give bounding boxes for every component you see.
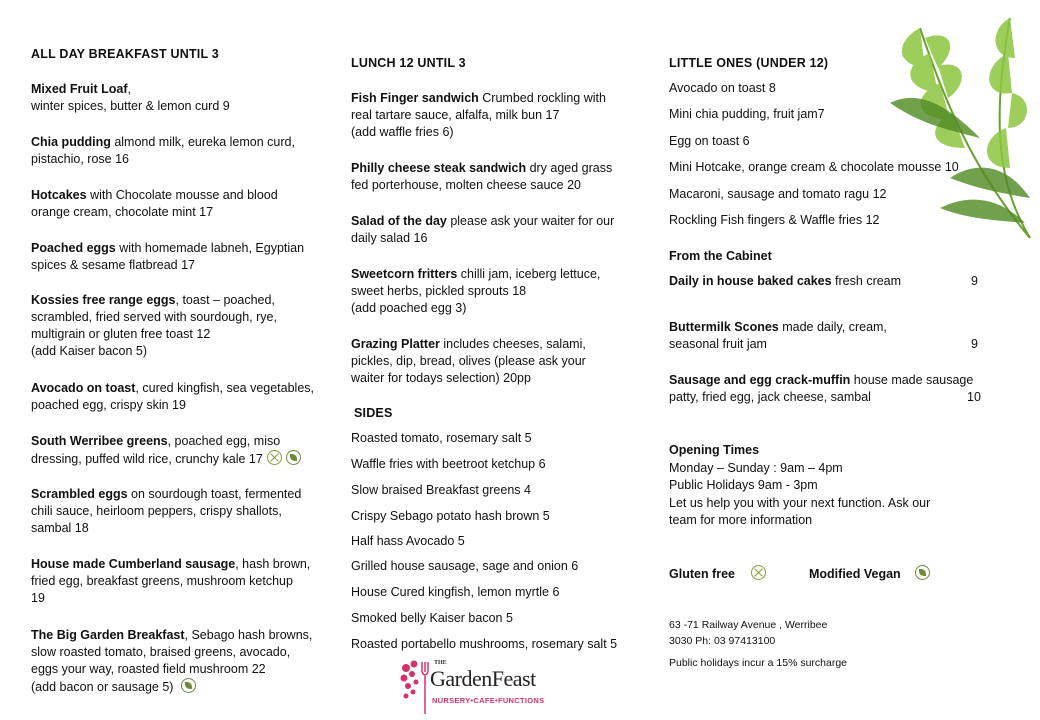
item-desc: dry aged grass <box>526 161 613 175</box>
kids-item: Mini Hotcake, orange cream & chocolate mousse 10 <box>669 160 959 174</box>
legend-label: Gluten free <box>669 567 735 581</box>
legend-gluten-free <box>669 565 766 583</box>
opening-heading: Opening Times <box>669 443 760 457</box>
item-price: 10 <box>967 390 981 404</box>
menu-item <box>351 213 614 247</box>
item-name: Scrambled eggs <box>31 487 128 501</box>
item-name: Grazing Platter <box>351 337 440 351</box>
item-desc: daily salad 16 <box>351 231 428 245</box>
side-item: Smoked belly Kaiser bacon 5 <box>351 611 513 625</box>
item-desc: (add waffle fries 6) <box>351 125 454 139</box>
item-name: Mixed Fruit Loaf <box>31 82 128 96</box>
item-desc: , Sebago hash browns, <box>184 628 313 642</box>
legend-label: Modified Vegan <box>809 567 901 581</box>
item-desc: fried egg, breakfast greens, mushroom ketchup <box>31 574 293 588</box>
item-name: Avocado on toast <box>31 381 136 395</box>
side-item: Waffle fries with beetroot ketchup 6 <box>351 457 546 471</box>
item-desc: winter spices, butter & lemon curd 9 <box>31 99 230 113</box>
item-desc: made daily, cream, <box>778 320 887 334</box>
logo-tagline: NURSERY•CAFE•FUNCTIONS <box>432 696 545 705</box>
item-desc: on sourdough toast, fermented <box>127 487 302 501</box>
legend-modified-vegan <box>809 565 930 583</box>
item-desc: patty, fried egg, jack cheese, sambal <box>669 390 871 404</box>
item-desc: pickles, dip, bread, olives (please ask your <box>351 354 586 368</box>
lunch-heading: LUNCH 12 UNTIL 3 <box>351 56 466 70</box>
side-item: Roasted tomato, rosemary salt 5 <box>351 431 532 445</box>
breakfast-heading: ALL DAY BREAKFAST UNTIL 3 <box>31 47 219 61</box>
kids-item: Macaroni, sausage and tomato ragu 12 <box>669 187 887 201</box>
menu-item <box>31 556 310 607</box>
side-item: Slow braised Breakfast greens 4 <box>351 483 531 497</box>
item-desc: dressing, puffed wild rice, crunchy kale 17 <box>31 452 263 466</box>
item-desc: waiter for todays selection) 20pp <box>351 371 531 385</box>
menu-item <box>31 134 295 168</box>
item-name: Hotcakes <box>31 188 87 202</box>
surcharge-note: Public holidays incur a 15% surcharge <box>669 657 848 669</box>
opening-line: team for more information <box>669 513 813 527</box>
side-item: Half hass Avocado 5 <box>351 534 465 548</box>
cabinet-heading: From the Cabinet <box>669 249 772 263</box>
gluten-free-icon <box>267 450 282 465</box>
item-desc: (add bacon or sausage 5) <box>31 680 174 694</box>
menu-item <box>31 292 277 360</box>
item-name: Sweetcorn fritters <box>351 267 458 281</box>
gluten-free-icon <box>751 565 766 580</box>
menu-item <box>31 187 278 221</box>
item-desc: pistachio, rose 16 <box>31 152 129 166</box>
side-item: Grilled house sausage, sage and onion 6 <box>351 559 579 573</box>
item-desc: , <box>127 82 132 96</box>
item-desc: sweet herbs, pickled sprouts 18 <box>351 284 527 298</box>
item-desc: seasonal fruit jam <box>669 337 767 351</box>
item-name: Philly cheese steak sandwich <box>351 161 527 175</box>
item-desc: includes cheeses, salami, <box>439 337 586 351</box>
item-price: 9 <box>971 337 978 351</box>
item-desc: chilli jam, iceberg lettuce, <box>457 267 601 281</box>
menu-item <box>31 486 301 537</box>
item-name: Kossies free range eggs <box>31 293 176 307</box>
side-item: House Cured kingfish, lemon myrtle 6 <box>351 585 560 599</box>
vegan-leaf-icon <box>286 450 301 465</box>
item-desc: fed porterhouse, molten cheese sauce 20 <box>351 178 582 192</box>
item-name: Sausage and egg crack-muffin <box>669 373 851 387</box>
item-name: Buttermilk Scones <box>669 320 779 334</box>
item-desc: with homemade labneh, Egyptian <box>115 241 305 255</box>
menu-item <box>31 240 304 274</box>
logo-name: GardenFeast <box>430 666 536 691</box>
item-desc: spices & sesame flatbread 17 <box>31 258 195 272</box>
item-desc: (add poached egg 3) <box>351 301 467 315</box>
item-desc: house made sausage <box>850 373 974 387</box>
item-desc: scrambled, fried served with sourdough, rye, <box>31 310 277 324</box>
item-desc: almond milk, eureka lemon curd, <box>110 135 295 149</box>
garden-feast-logo <box>398 658 558 716</box>
side-item: Crispy Sebago potato hash brown 5 <box>351 509 550 523</box>
item-name: Daily in house baked cakes <box>669 274 832 288</box>
menu-item <box>351 160 612 194</box>
item-name: House made Cumberland sausage <box>31 557 236 571</box>
item-desc: please ask your waiter for our <box>446 214 615 228</box>
little-ones-heading: LITTLE ONES (UNDER 12) <box>669 56 829 70</box>
item-name: Fish Finger sandwich <box>351 91 479 105</box>
item-desc: , cured kingfish, sea vegetables, <box>135 381 314 395</box>
menu-item <box>669 319 887 353</box>
menu-item <box>31 433 301 468</box>
menu-item <box>31 81 230 115</box>
item-desc: fresh cream <box>831 274 902 288</box>
item-desc: (add Kaiser bacon 5) <box>31 344 148 358</box>
item-desc: chili sauce, heirloom peppers, crispy shallots, <box>31 504 282 518</box>
menu-item <box>351 266 600 317</box>
opening-line: Let us help you with your next function. Ask our <box>669 496 931 510</box>
sides-heading: SIDES <box>354 406 393 420</box>
item-desc: 19 <box>31 591 45 605</box>
menu-item <box>31 627 312 696</box>
item-desc: eggs your way, roasted field mushroom 22 <box>31 662 266 676</box>
item-desc: Crumbed rockling with <box>478 91 606 105</box>
item-name: Chia pudding <box>31 135 111 149</box>
item-desc: with Chocolate mousse and blood <box>86 188 278 202</box>
item-name: The Big Garden Breakfast <box>31 628 185 642</box>
vegan-leaf-icon <box>181 678 196 693</box>
kids-item: Egg on toast 6 <box>669 134 750 148</box>
item-desc: multigrain or gluten free toast 12 <box>31 327 211 341</box>
item-desc: sambal 18 <box>31 521 89 535</box>
vegan-leaf-icon <box>915 565 930 580</box>
address-phone: 3030 Ph: 03 97413100 <box>669 635 776 647</box>
item-desc: poached egg, crispy skin 19 <box>31 398 186 412</box>
opening-line: Monday – Sunday : 9am – 4pm <box>669 461 843 475</box>
fork-flower-icon <box>398 658 432 716</box>
logo-the: THE <box>434 660 447 666</box>
kids-item: Avocado on toast 8 <box>669 81 776 95</box>
side-item: Roasted portabello mushrooms, rosemary salt 5 <box>351 637 618 651</box>
opening-line: Public Holidays 9am - 3pm <box>669 478 818 492</box>
item-name: Salad of the day <box>351 214 447 228</box>
item-desc: orange cream, chocolate mint 17 <box>31 205 214 219</box>
item-desc: real tartare sauce, alfalfa, milk bun 17 <box>351 108 560 122</box>
address-line: 63 -71 Railway Avenue , Werribee <box>669 619 828 631</box>
menu-item <box>669 273 901 290</box>
kids-item: Mini chia pudding, fruit jam7 <box>669 107 825 121</box>
menu-item <box>669 372 973 406</box>
item-price: 9 <box>971 274 978 288</box>
item-desc: slow roasted tomato, braised greens, avocado, <box>31 645 291 659</box>
menu-item <box>351 90 606 141</box>
item-desc: , hash brown, <box>235 557 311 571</box>
item-name: South Werribee greens <box>31 434 168 448</box>
kids-item: Rockling Fish fingers & Waffle fries 12 <box>669 213 880 227</box>
palm-leaves-decoration <box>830 8 1035 243</box>
item-name: Poached eggs <box>31 241 116 255</box>
item-desc: , toast – poached, <box>175 293 275 307</box>
menu-item <box>31 380 314 414</box>
item-desc: , poached egg, miso <box>167 434 281 448</box>
menu-item <box>351 336 586 387</box>
